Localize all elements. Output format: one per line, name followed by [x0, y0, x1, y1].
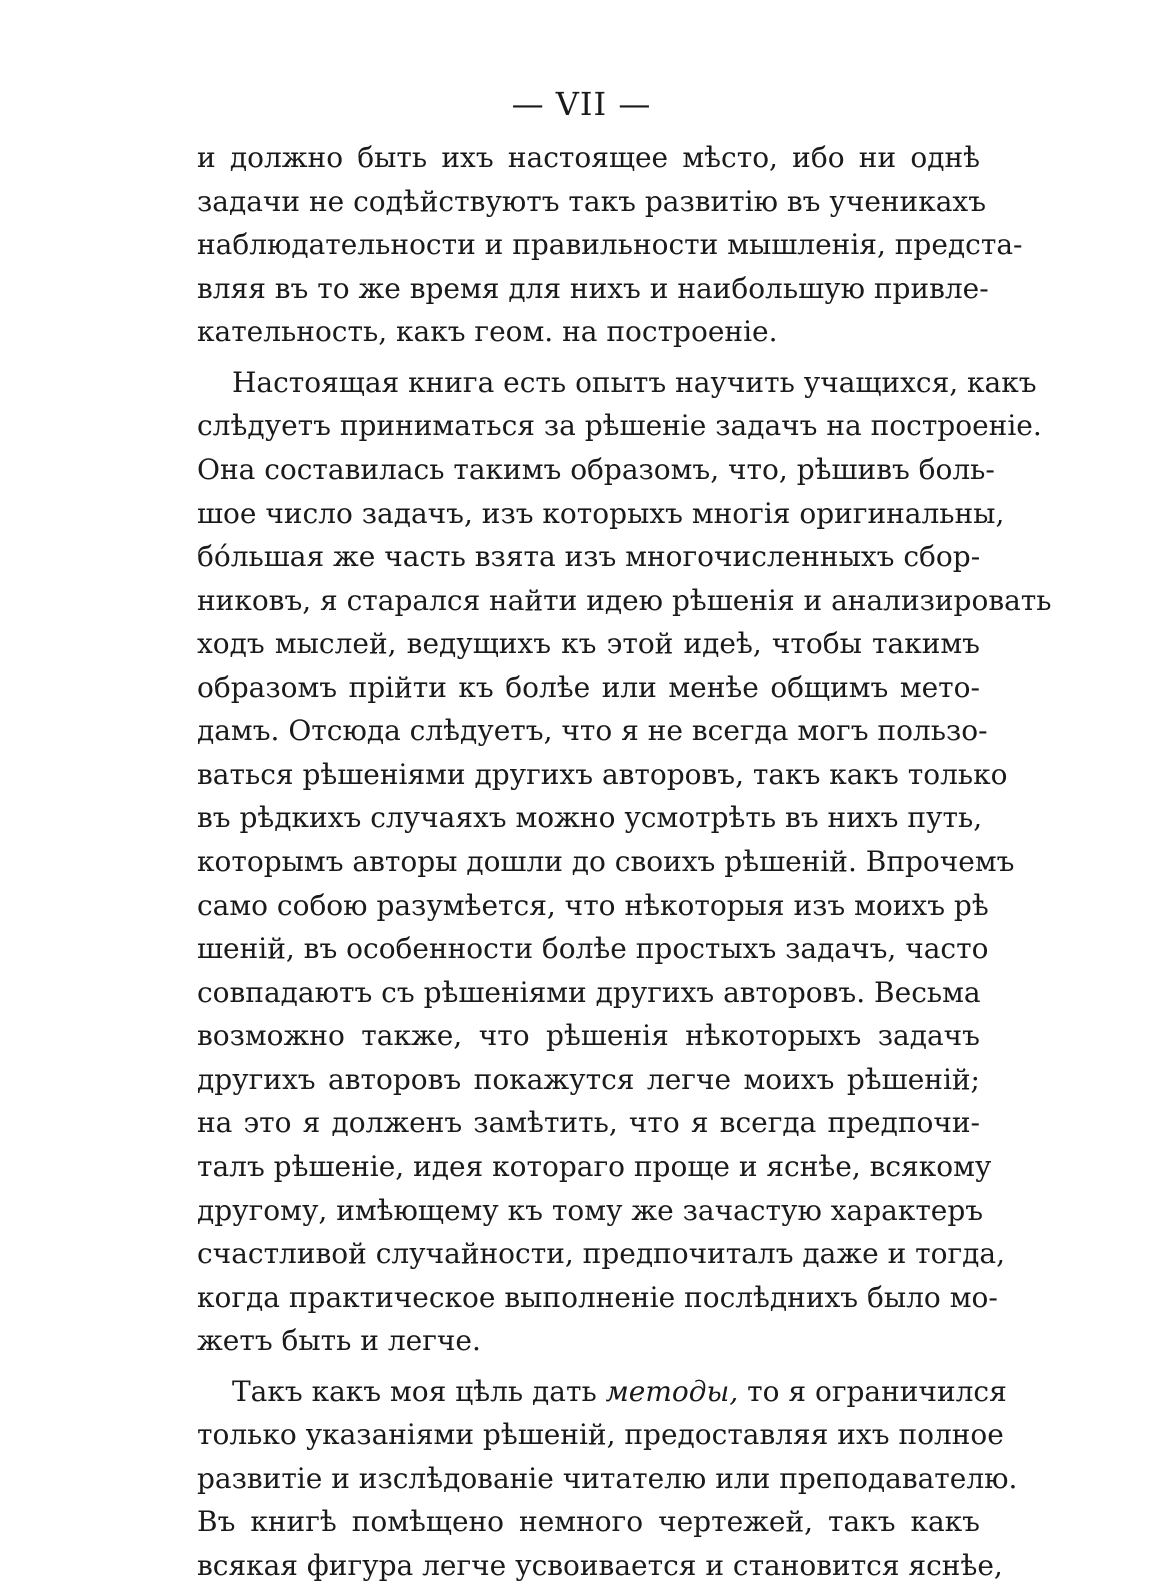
text-line: никовъ, я старался найти идею рѣшенія и анализировать: [197, 584, 1052, 617]
text-line: другому, имѣющему къ тому же зачастую характеръ: [197, 1194, 984, 1227]
text-run: то я ограничился: [738, 1375, 1007, 1408]
text-line: совпадаютъ съ рѣшеніями другихъ авторовъ. Весьма: [197, 976, 981, 1009]
text-line: наблюдательности и правильности мышленія, предста-: [197, 228, 1023, 261]
text-line: шое число задачъ, изъ которыхъ многія оригинальны,: [197, 497, 1005, 530]
text-line: задачи не содѣйствуютъ такъ развитію въ ученикахъ: [197, 185, 987, 218]
text-line: въ рѣдкихъ случаяхъ можно усмотрѣть въ нихъ путь,: [197, 801, 983, 834]
paragraph-start-line: [232, 1374, 1007, 1412]
paragraph-start-line: Настоящая книга есть опытъ научить учащихся, какъ: [232, 366, 1037, 399]
text-line: слѣдуетъ приниматься за рѣшеніе задачъ на построеніе.: [197, 409, 1042, 442]
text-line: само собою разумѣется, что нѣкоторыя изъ моихъ рѣ: [197, 889, 989, 922]
text-line: бóльшая же часть взята изъ многочисленныхъ сбор-: [197, 540, 981, 573]
text-line: когда практическое выполненіе послѣднихъ было мо-: [197, 1281, 998, 1314]
text-line: жетъ быть и легче.: [197, 1324, 481, 1357]
text-line: всякая фигура легче усвоивается и становится яснѣе,: [197, 1549, 1003, 1582]
text-line: которымъ авторы дошли до своихъ рѣшеній. Впрочемъ: [197, 845, 1015, 878]
text-line: кательность, какъ геом. на построеніе.: [197, 315, 778, 348]
text-line: другихъ авторовъ покажутся легче моихъ рѣшеній;: [197, 1063, 980, 1096]
italic-emphasis: методы,: [605, 1375, 739, 1408]
text-line: только указаніями рѣшеній, предоставляя ихъ полное: [197, 1418, 1004, 1451]
text-line: ходъ мыслей, ведущихъ къ этой идеѣ, чтобы такимъ: [197, 627, 980, 660]
text-line: счастливой случайности, предпочиталъ даже и тогда,: [197, 1237, 1006, 1270]
text-line: образомъ прiйти къ болѣе или менѣе общимъ мето-: [197, 671, 980, 704]
text-line: ваться рѣшеніями другихъ авторовъ, такъ какъ только: [197, 758, 1008, 791]
page-number-header: — VII —: [511, 85, 652, 123]
text-line: талъ рѣшеніе, идея котораго проще и яснѣе, всякому: [197, 1150, 992, 1183]
text-line: Она составилась такимъ образомъ, что, рѣшивъ боль-: [197, 453, 995, 486]
text-line: возможно также, что рѣшенія нѣкоторыхъ задачъ: [197, 1019, 980, 1052]
text-run: Такъ какъ моя цѣль дать: [232, 1375, 606, 1408]
text-line: шеній, въ особенности болѣе простыхъ задачъ, часто: [197, 932, 989, 965]
text-line: вляя въ то же время для нихъ и наибольшую привле-: [197, 272, 989, 305]
text-line: и должно быть ихъ настоящее мѣсто, ибо ни однѣ: [197, 141, 980, 174]
text-line: развитіе и изслѣдованіе читателю или преподавателю.: [197, 1462, 1018, 1495]
text-line: Въ книгѣ помѣщено немного чертежей, такъ какъ: [197, 1505, 980, 1538]
text-line: дамъ. Отсюда слѣдуетъ, что я не всегда могъ пользо-: [197, 714, 988, 747]
text-line: на это я долженъ замѣтить, что я всегда предпочи-: [197, 1106, 980, 1139]
